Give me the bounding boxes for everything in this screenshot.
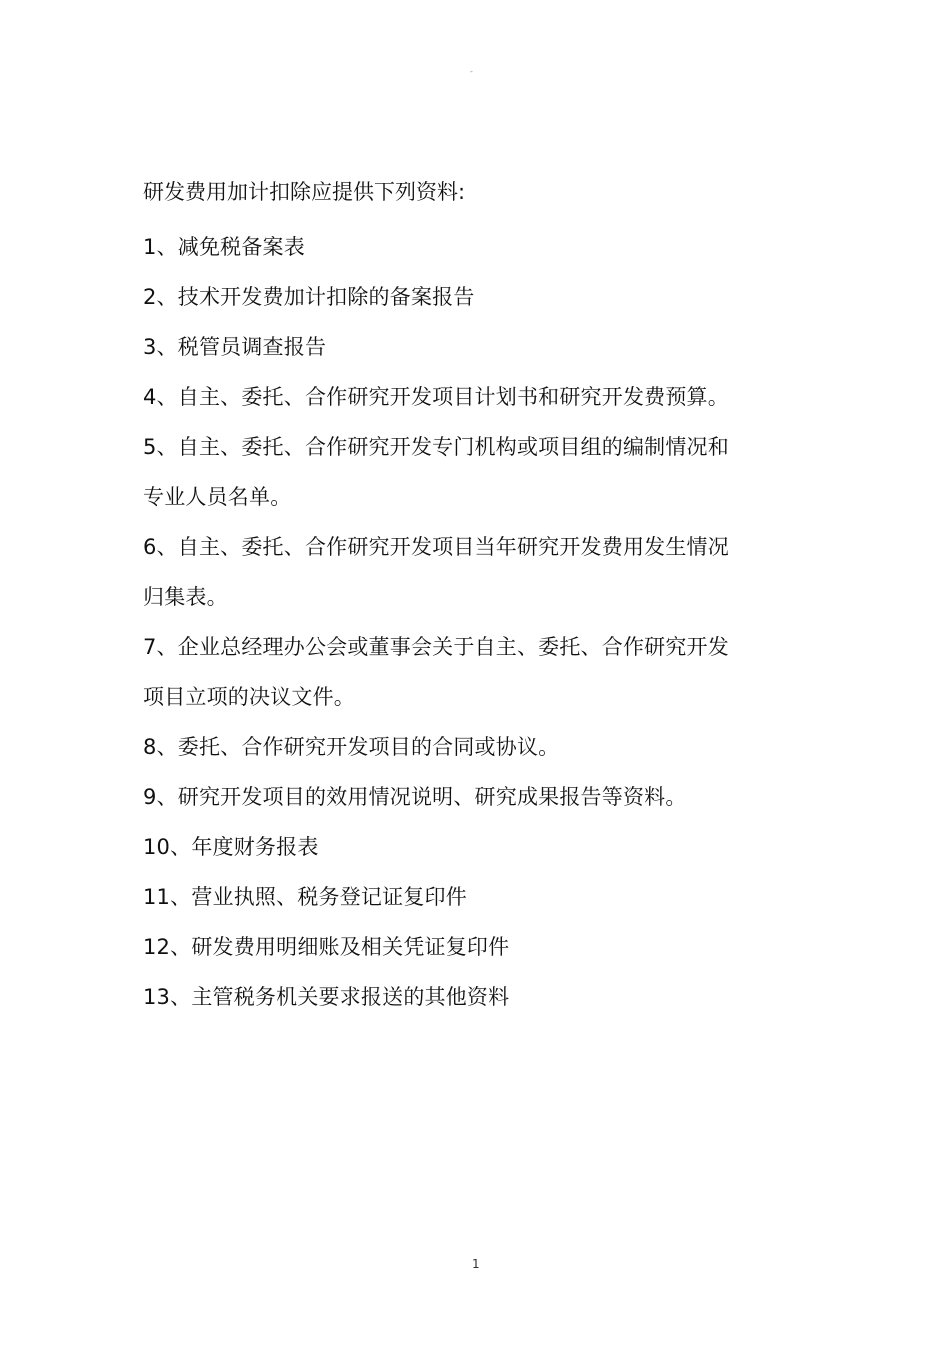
list-item: 12、研发费用明细账及相关凭证复印件	[143, 935, 510, 959]
list-item: 10、年度财务报表	[143, 835, 319, 859]
list-item: 11、营业执照、税务登记证复印件	[143, 885, 467, 909]
list-item: 9、研究开发项目的效用情况说明、研究成果报告等资料。	[143, 785, 687, 809]
list-item: 7、企业总经理办公会或董事会关于自主、委托、合作研究开发项目立项的决议文件。	[143, 635, 729, 709]
page-number: 1	[472, 1257, 480, 1271]
list-item: 8、委托、合作研究开发项目的合同或协议。	[143, 735, 560, 759]
list-item: 5、自主、委托、合作研究开发专门机构或项目组的编制情况和专业人员名单。	[143, 435, 729, 509]
list-item: 3、税管员调查报告	[143, 335, 327, 359]
requirements-list	[143, 222, 743, 1022]
document-heading: 研发费用加计扣除应提供下列资料:	[143, 180, 466, 204]
list-item: 6、自主、委托、合作研究开发项目当年研究开发费用发生情况归集表。	[143, 535, 729, 609]
list-item: 13、主管税务机关要求报送的其他资料	[143, 985, 510, 1009]
header-mark: -	[470, 67, 473, 76]
document-body	[143, 172, 743, 1022]
list-item: 4、自主、委托、合作研究开发项目计划书和研究开发费预算。	[143, 385, 729, 409]
list-item: 2、技术开发费加计扣除的备案报告	[143, 285, 475, 309]
list-item: 1、减免税备案表	[143, 235, 305, 259]
